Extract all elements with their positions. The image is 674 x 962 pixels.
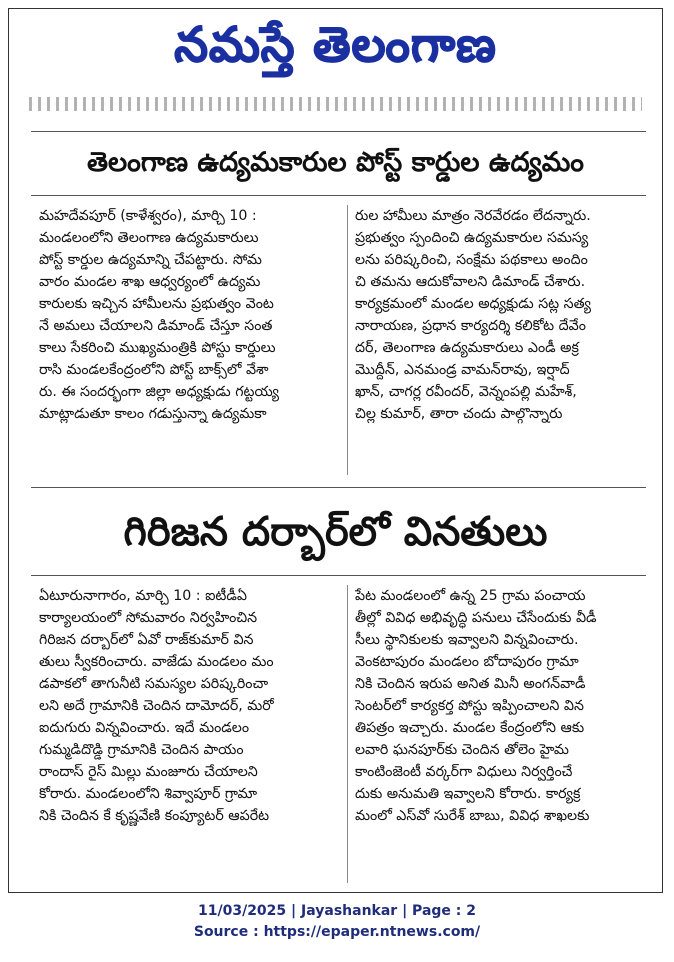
text-line: నే అమలు చేయాలని డిమాండ్ చేస్తూ సంత [39, 318, 273, 334]
text-line: గుమ్మడిదొడ్డి గ్రామానికి చెందిన పాయం [39, 742, 244, 758]
text-line: తీల్లో వివిధ అభివృద్ధి పనులు చేసేందుకు వీడీ [355, 610, 597, 626]
article2-rule [31, 575, 646, 576]
text-line: తిపత్రం ఇచ్చారు. మండల కేంద్రంలోని ఆకు [355, 720, 585, 736]
clipped-text-strip [29, 97, 642, 111]
mid-rule [31, 487, 646, 488]
text-line: దర్, తెలంగాణ ఉద్యమకారులు ఎండీ అక్ర [355, 340, 579, 356]
text-line: ప్రభుత్వం స్పందించి ఉద్యమకారుల సమస్య [355, 230, 589, 246]
text-line: కోరారు. మండలంలోని శివ్వాపూర్ గ్రామా [39, 786, 258, 802]
text-line: మొద్దీన్, ఎనమండ్ర వామన్‌రావు, ఇర్షాద్ [355, 362, 570, 378]
text-line: మండలంలోని తెలంగాణ ఉద్యమకారులు [39, 230, 259, 246]
text-line: ఐదుగురు విన్నవించారు. ఇదే మండలం [39, 720, 250, 736]
top-rule [31, 131, 646, 132]
text-line: కార్యాలయంలో సోమవారం నిర్వహించిన [39, 610, 258, 626]
article1-column-right [355, 205, 653, 425]
text-line: రుల హామీలు మాత్రం నెరవేరడం లేదన్నారు. [355, 208, 591, 224]
newspaper-logo: నమస్తే తెలంగాణ [174, 17, 497, 73]
article2-column-right [355, 585, 653, 827]
article1-headline: తెలంగాణ ఉద్యమకారుల పోస్ట్ కార్డుల ఉద్యమం [87, 147, 584, 178]
text-line: నికి చెందిన కే కృష్ణవేణి కంప్యూటర్ ఆపరేట [39, 808, 270, 824]
text-line: కార్యక్రమంలో మండల అధ్యక్షుడు సట్ల సత్య [355, 296, 592, 312]
text-line: ఏటూరునాగారం, మార్చి 10 : ఐటీడీఏ [39, 588, 247, 604]
clipping-frame [8, 8, 663, 893]
text-line: రు. ఈ సందర్భంగా జిల్లా అధ్యక్షుడు గట్టయ్య [39, 384, 280, 400]
article1-column-divider [347, 205, 348, 475]
text-line: లను పరిష్కరించి, సంక్షేమ పథకాలు అందిం [355, 252, 588, 268]
text-line: డపాకలో తాగునీటి సమస్యల పరిష్కరించా [39, 676, 269, 692]
text-line: సీలు స్థానికులకు ఇవ్వాలని విన్నవించారు. [355, 632, 579, 648]
text-line: మాట్లాడుతూ కాలం గడుస్తున్నా ఉద్యమకా [39, 406, 267, 422]
text-line: లవారి ఘనపూర్‌కు చెందిన తోలెం హైమ [355, 742, 569, 758]
text-line: కాలు సేకరించి ముఖ్యమంత్రికి పోస్టు కార్డులు [39, 340, 276, 356]
text-line: వారం మండల శాఖ ఆధ్వర్యంలో ఉద్యమ [39, 274, 261, 290]
footer-source: Source : https://epaper.ntnews.com/ [193, 924, 481, 940]
article2-headline: గిరిజన దర్బార్‌లో వినతులు [123, 509, 548, 555]
text-line: దుకు అనుమతి ఇవ్వాలని కోరారు. కార్యక్ర [355, 786, 581, 802]
text-line: కారులకు ఇచ్చిన హామీలను ప్రభుత్వం వెంట [39, 296, 274, 312]
text-line: నికి చెందిన ఇరుప అనిత మినీ అంగన్‌వాడీ [355, 676, 586, 692]
article2-column-divider [347, 585, 348, 883]
text-line: చిల్ల కుమార్, తారా చందు పాల్గొన్నారు [355, 406, 563, 422]
text-line: ఖాన్, చాగర్ల రవీందర్, వెన్నంపల్లి మహేశ్, [355, 384, 577, 400]
text-line: వెంకటాపురం మండలం బోదాపురం గ్రామా [355, 654, 579, 670]
footer-date-edition: 11/03/2025 | Jayashankar | Page : 2 [198, 903, 476, 919]
text-line: గిరిజన దర్బార్‌లో ఏవో రాజ్‌కుమార్ విన [39, 632, 254, 648]
article1-column-left [39, 205, 337, 425]
text-line: రాసి మండలకేంద్రంలోని పోస్ట్ బాక్స్‌లో వేశా [39, 362, 269, 378]
text-line: మహదేవపూర్ (కాళేశ్వరం), మార్చి 10 : [39, 208, 257, 224]
text-line: సెంటర్‌లో కార్యకర్త పోస్టు ఇప్పించాలని విన [355, 698, 584, 714]
text-line: తులు స్వీకరించారు. వాజేడు మండలం మం [39, 654, 274, 670]
text-line: కాంటింజెంటీ వర్కర్‌గా విధులు నిర్వర్తించే [355, 764, 573, 780]
article1-rule [31, 195, 646, 196]
text-line: నారాయణ, ప్రధాన కార్యదర్శి కలికోట దేవేం [355, 318, 586, 334]
text-line: పేట మండలంలో ఉన్న 25 గ్రామ పంచాయ [355, 588, 586, 604]
text-line: లని అదే గ్రామానికి చెందిన దామోదర్, మరో [39, 698, 274, 714]
text-line: మంలో ఎస్‌వో సురేశ్ బాబు, వివిధ శాఖలకు [355, 808, 590, 824]
text-line: చి తమను ఆదుకోవాలని డిమాండ్ చేశారు. [355, 274, 586, 290]
masthead [9, 9, 662, 99]
text-line: పోస్ట్ కార్డుల ఉద్యమాన్ని చేపట్టారు. సోమ [39, 252, 262, 268]
text-line: రాందాస్ రైస్ మిల్లు మంజూరు చేయాలని [39, 764, 258, 780]
article2-column-left [39, 585, 337, 827]
